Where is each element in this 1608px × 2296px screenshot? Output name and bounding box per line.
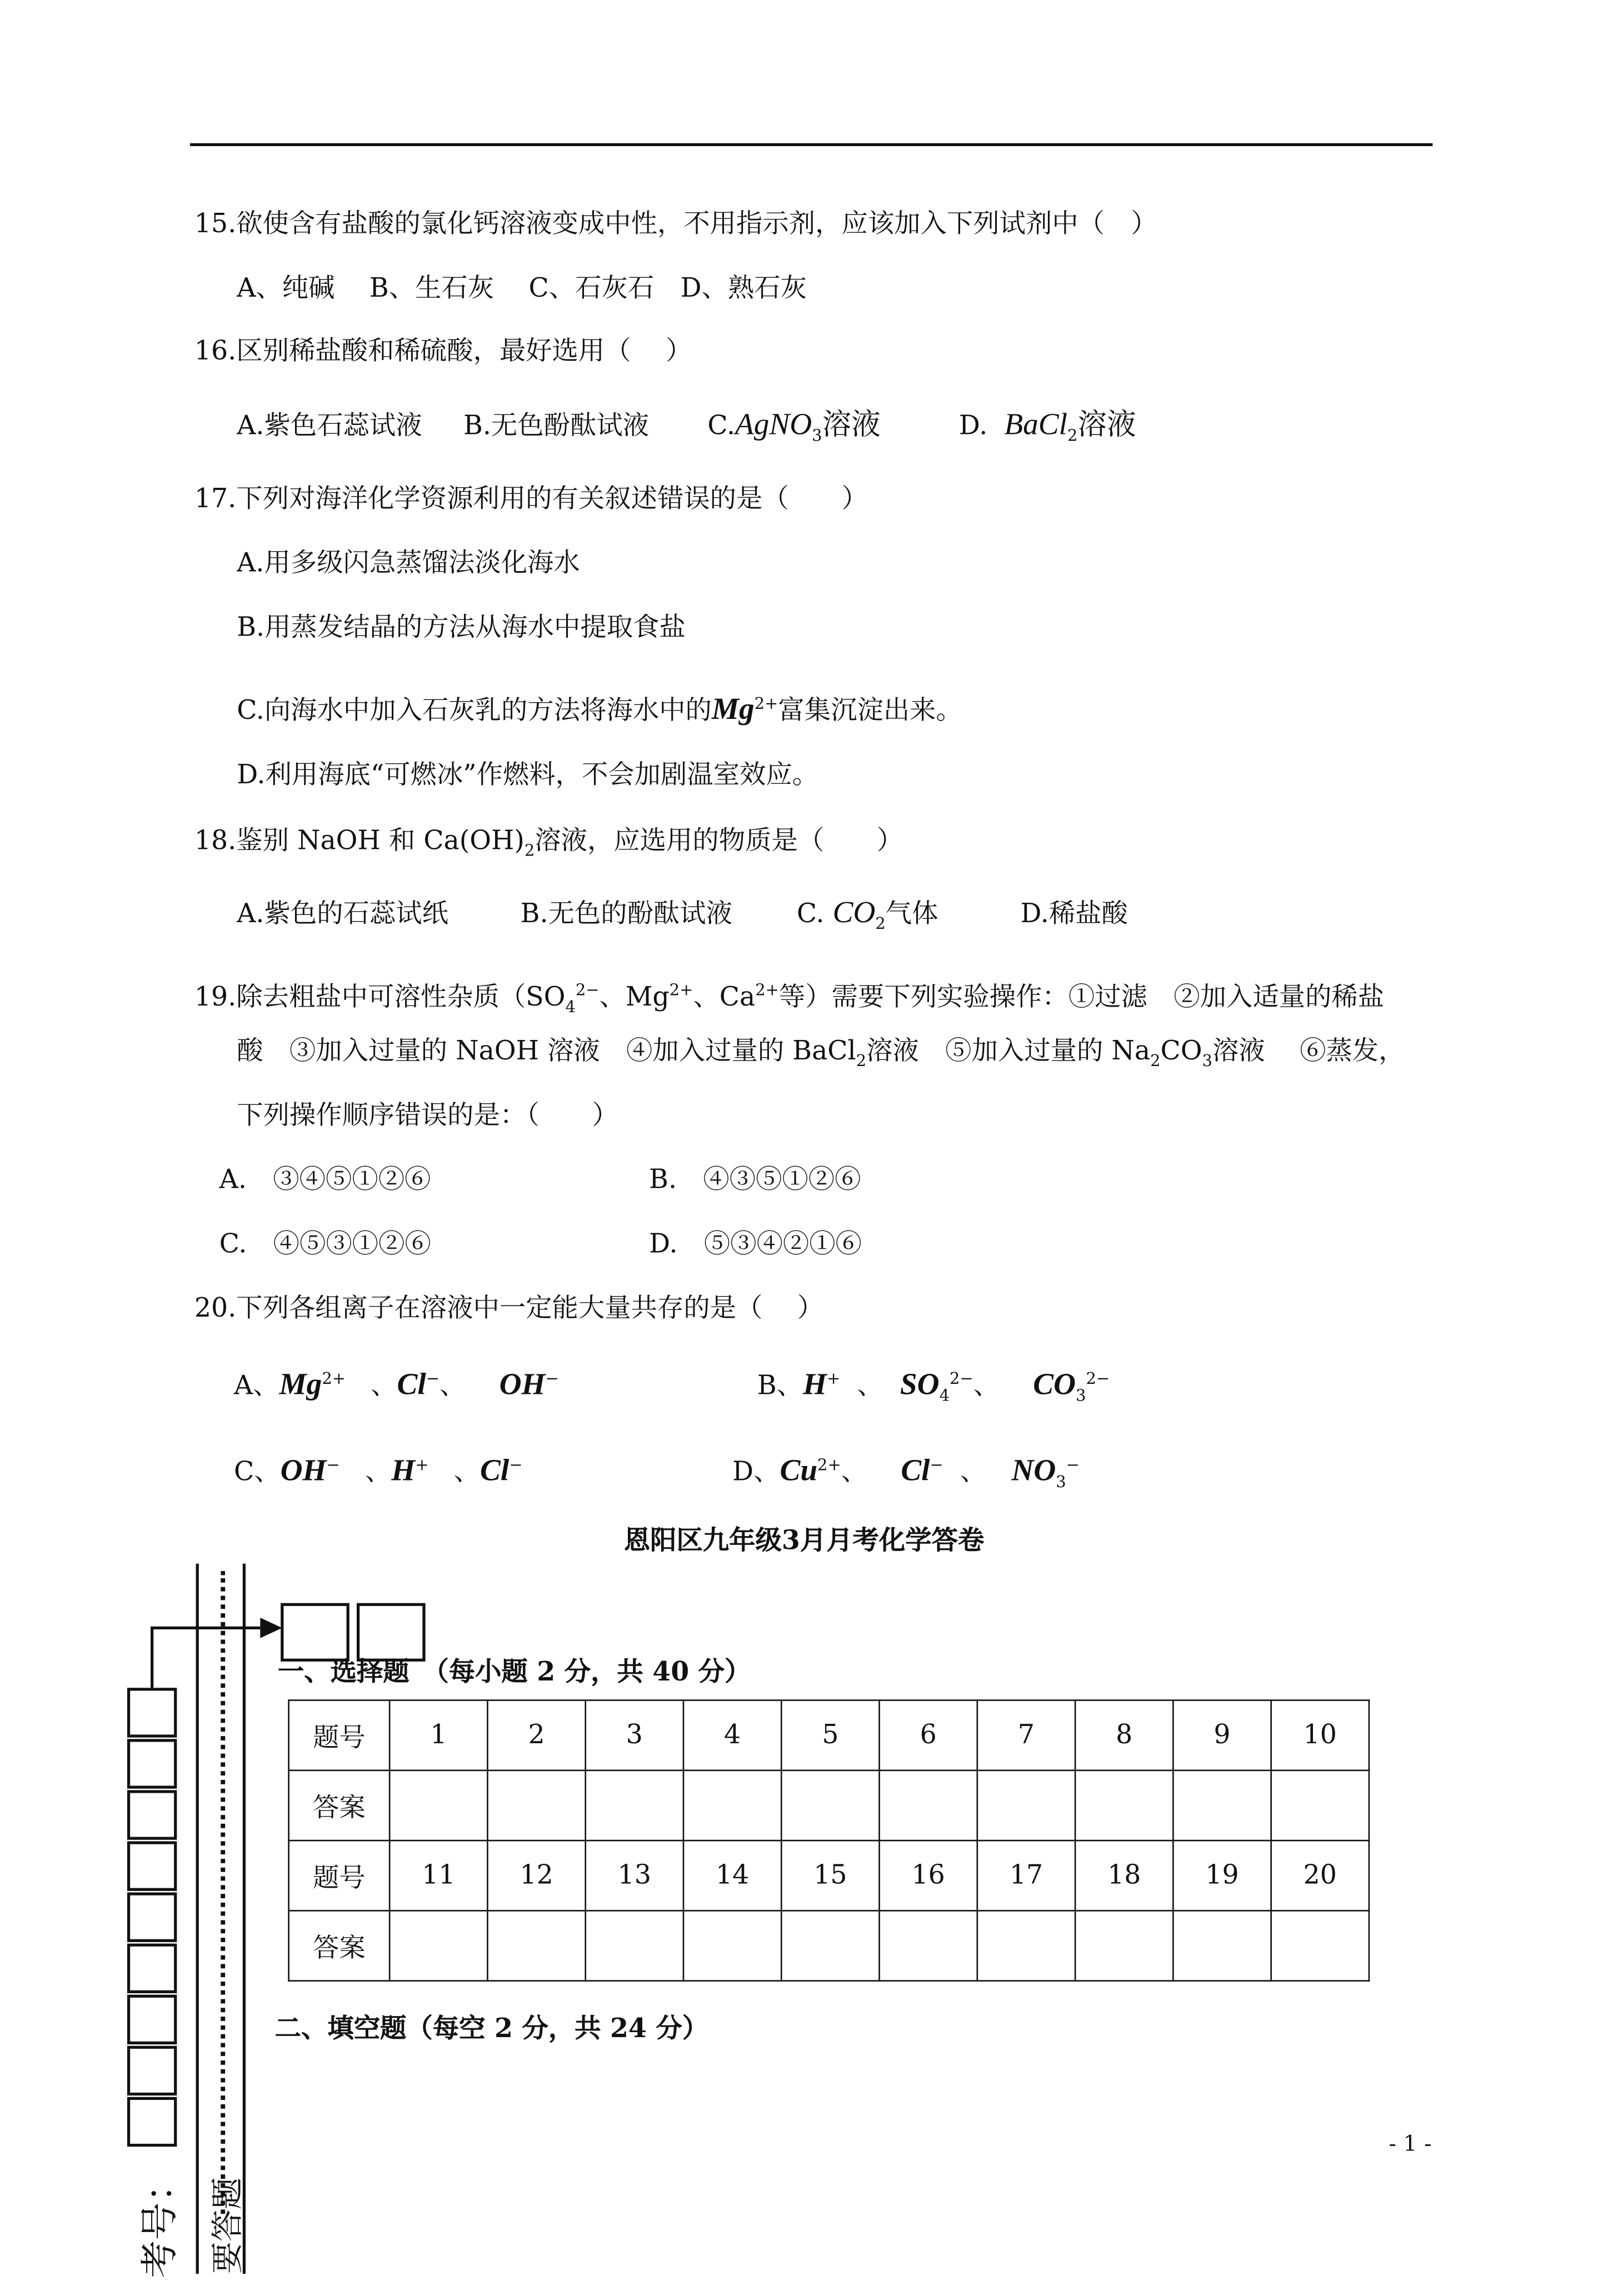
q18-option-b: B.无色的酚酞试液 xyxy=(520,898,733,929)
section-1-heading: 一、选择题 （每小题 2 分，共 40 分） xyxy=(277,1657,751,1688)
answer-cell[interactable] xyxy=(1271,1770,1369,1840)
question-number: 19 xyxy=(1173,1840,1271,1910)
digit-box[interactable] xyxy=(127,1841,177,1890)
q19-line-2: 酸 ③加入过量的 NaOH 溶液 ④加入过量的 BaCl$_2$溶液 ⑤加入过量的 $Na_2CO_3$溶液 ⑥蒸发， xyxy=(237,1036,1405,1071)
answer-cell[interactable] xyxy=(1075,1770,1173,1840)
question-number: 13 xyxy=(586,1840,683,1910)
question-number: 12 xyxy=(487,1840,585,1910)
q16-option-c: C.AgNO$_3$溶液 xyxy=(707,406,881,446)
question-number: 20 xyxy=(1271,1840,1369,1910)
answer-cell[interactable] xyxy=(586,1770,683,1840)
row-header: 题号 xyxy=(289,1840,390,1910)
answer-cell[interactable] xyxy=(1075,1910,1173,1980)
answer-cell[interactable] xyxy=(781,1910,879,1980)
table-row xyxy=(289,1770,1369,1840)
q17-option-d: D.利用海底“可燃冰”作燃料，不会加剧温室效应。 xyxy=(237,759,819,791)
answer-cell[interactable] xyxy=(389,1910,487,1980)
q18-option-a: A.紫色的石蕊试纸 xyxy=(237,898,449,929)
answer-cell[interactable] xyxy=(977,1910,1075,1980)
question-number: 6 xyxy=(880,1700,977,1770)
answer-cell[interactable] xyxy=(880,1910,977,1980)
answer-cell[interactable] xyxy=(880,1770,977,1840)
answer-cell[interactable] xyxy=(586,1910,683,1980)
answer-sheet-title: 恩阳区九年级3月月考化学答卷 xyxy=(623,1525,985,1557)
question-number: 17 xyxy=(977,1840,1075,1910)
answer-cell[interactable] xyxy=(1173,1770,1271,1840)
q19-option-a: A. ③④⑤①②⑥ xyxy=(219,1164,431,1195)
question-number: 5 xyxy=(781,1700,879,1770)
question-number: 16 xyxy=(880,1840,977,1910)
q20-option-a: A、$Mg^{2+}$ 、Cl−、 OH− xyxy=(233,1366,559,1402)
question-number: 1 xyxy=(389,1700,487,1770)
answer-cell[interactable] xyxy=(1271,1910,1369,1980)
digit-box[interactable] xyxy=(127,1790,177,1839)
answer-cell[interactable] xyxy=(389,1770,487,1840)
table-row xyxy=(289,1840,1369,1910)
question-number: 11 xyxy=(389,1840,487,1910)
q19-option-d: D. ⑤③④②①⑥ xyxy=(649,1229,862,1260)
q20-stem: 20.下列各组离子在溶液中一定能大量共存的是（ ） xyxy=(194,1293,824,1324)
q19-option-b: B. ④③⑤①②⑥ xyxy=(649,1164,861,1195)
answer-cell[interactable] xyxy=(977,1770,1075,1840)
question-number: 8 xyxy=(1075,1700,1173,1770)
page-number: - 1 - xyxy=(1389,2130,1432,2157)
digit-box[interactable] xyxy=(127,1739,177,1788)
section-2-heading: 二、填空题（每空 2 分，共 24 分） xyxy=(274,2013,709,2045)
answer-cell[interactable] xyxy=(1173,1910,1271,1980)
answer-cell[interactable] xyxy=(683,1770,781,1840)
q18-stem: 18.鉴别 NaOH 和 $Ca(OH)_2$溶液，应选用的物质是（ ） xyxy=(194,826,903,861)
q16-option-b: B.无色酚酞试液 xyxy=(463,411,650,442)
q17-option-a: A.用多级闪急蒸馏法淡化海水 xyxy=(237,548,580,579)
seal-warning-text: 要答题 xyxy=(210,2177,247,2274)
table-row xyxy=(289,1700,1369,1770)
question-number: 15 xyxy=(781,1840,879,1910)
q19-line-1: 19.除去粗盐中可溶性杂质（$SO_4^{2-}$、$Mg^{2+}$、$Ca^{2+}$等）需要下列实验操作：①过滤 ②加入适量的稀盐 xyxy=(194,981,1385,1017)
digit-box[interactable] xyxy=(127,1892,177,1942)
exam-number-label: 考号： xyxy=(138,2164,183,2278)
digit-box[interactable] xyxy=(127,1944,177,1993)
q20-option-c: C、OH− 、H+ 、Cl− xyxy=(233,1452,523,1488)
question-number: 10 xyxy=(1271,1700,1369,1770)
q19-option-c: C. ④⑤③①②⑥ xyxy=(219,1229,431,1260)
q17-option-c: C.向海水中加入石灰乳的方法将海水中的$Mg^{2+}$富集沉淀出来。 xyxy=(237,691,962,727)
digit-box[interactable] xyxy=(127,2097,177,2147)
q18-option-d: D.稀盐酸 xyxy=(1020,898,1128,929)
digit-box[interactable] xyxy=(127,1688,177,1737)
answer-cell[interactable] xyxy=(781,1770,879,1840)
row-header: 答案 xyxy=(289,1910,390,1980)
question-number: 2 xyxy=(487,1700,585,1770)
q15-options: A、纯碱 B、生石灰 C、石灰石 D、熟石灰 xyxy=(237,273,807,304)
row-header: 题号 xyxy=(289,1700,390,1770)
q18-option-c: C. $CO_2$气体 xyxy=(796,894,938,933)
row-header: 答案 xyxy=(289,1770,390,1840)
answer-cell[interactable] xyxy=(487,1910,585,1980)
digit-box[interactable] xyxy=(127,2046,177,2095)
question-number: 9 xyxy=(1173,1700,1271,1770)
digit-box[interactable] xyxy=(127,1995,177,2044)
q17-option-b: B.用蒸发结晶的方法从海水中提取食盐 xyxy=(237,612,686,643)
answer-cell[interactable] xyxy=(683,1910,781,1980)
q15-stem: 15.欲使含有盐酸的氯化钙溶液变成中性，不用指示剂，应该加入下列试剂中（ ） xyxy=(194,209,1157,240)
q16-stem: 16.区别稀盐酸和稀硫酸，最好选用（ ） xyxy=(194,336,692,367)
arrow-icon xyxy=(146,1608,285,1695)
question-number: 18 xyxy=(1075,1840,1173,1910)
table-row xyxy=(289,1910,1369,1980)
answer-grid xyxy=(288,1699,1370,1982)
q16-option-d: D. BaCl$_2$溶液 xyxy=(958,406,1136,446)
question-number: 3 xyxy=(586,1700,683,1770)
question-number: 4 xyxy=(683,1700,781,1770)
q17-stem: 17.下列对海洋化学资源利用的有关叙述错误的是（ ） xyxy=(194,483,868,514)
question-number: 14 xyxy=(683,1840,781,1910)
header-rule xyxy=(190,143,1432,146)
q16-option-a: A.紫色石蕊试液 xyxy=(237,411,422,442)
answer-cell[interactable] xyxy=(487,1770,585,1840)
question-number: 7 xyxy=(977,1700,1075,1770)
q20-option-b: B、H+ 、 $SO_4^{2-}$、 $CO_3^{2-}$ xyxy=(757,1366,1110,1405)
q19-line-3: 下列操作顺序错误的是：（ ） xyxy=(237,1100,618,1132)
q20-option-d: D、$Cu^{2+}$、 Cl− 、 $NO_3^-$ xyxy=(732,1452,1080,1492)
